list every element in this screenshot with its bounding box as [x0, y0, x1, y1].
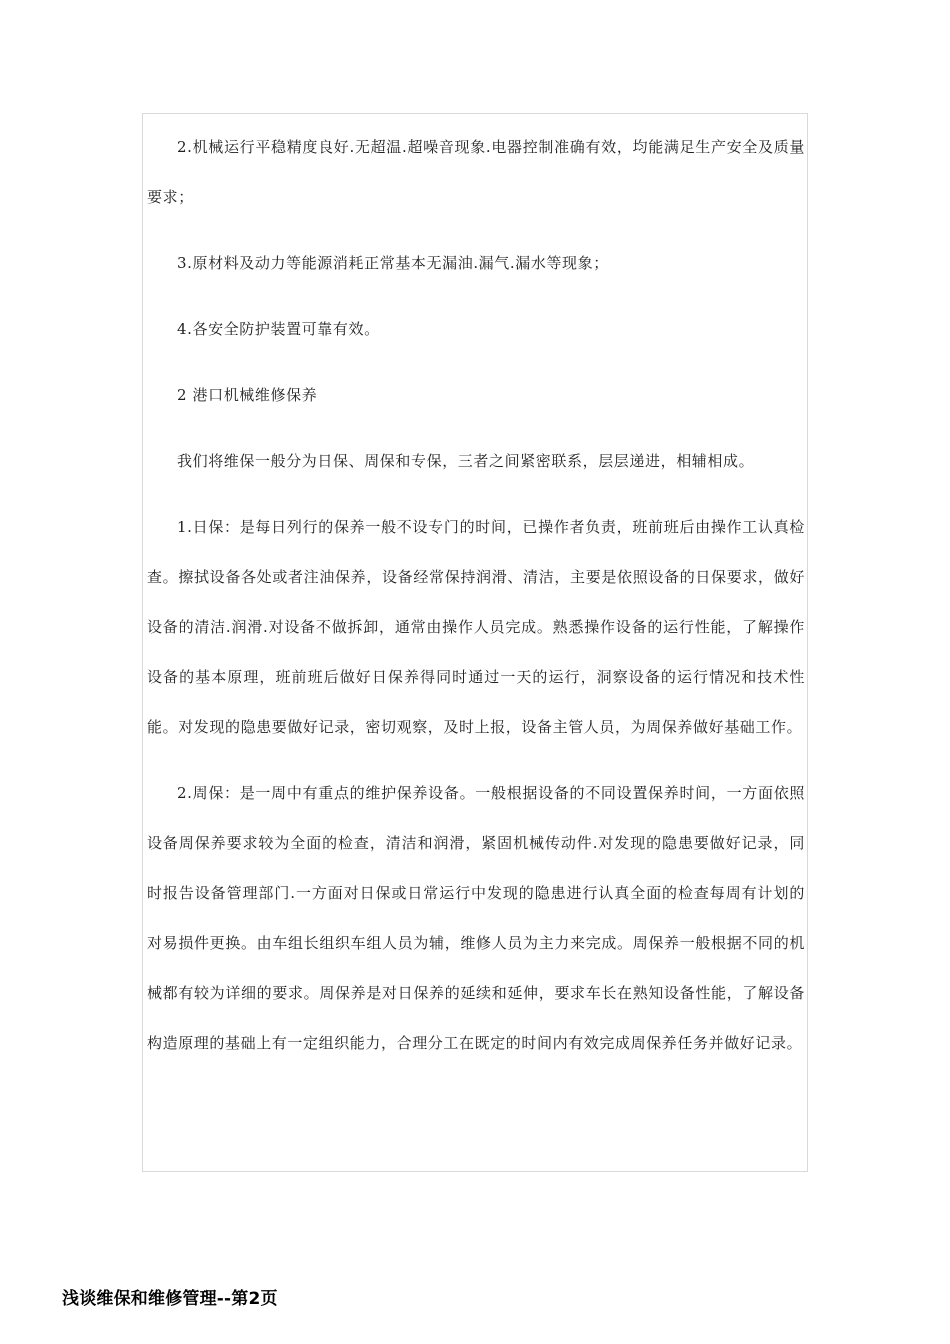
document-body [147, 122, 805, 1084]
paragraph-requirement-4: 4.各安全防护装置可靠有效。 [177, 320, 380, 338]
paragraph-daily-maintenance: 1.日保：是每日列行的保养一般不设专门的时间，已操作者负责，班前班后由操作工认真检查。擦拭设备各处或者注油保养，设备经常保持润滑、清洁，主要是依照设备的日保要求，做好设备的清洁.润滑.对设备不做拆卸，通常由操作人员完成。熟悉操作设备的运行性能，了解操作设备的基本原理，班前班后做好日保养得同时通过一天的运行，洞察设备的运行情况和技术性能。对发现的隐患要做好记录，密切观察，及时上报，设备主管人员，为周保养做好基础工作。 [147, 518, 805, 736]
paragraph-requirement-3: 3.原材料及动力等能源消耗正常基本无漏油.漏气.漏水等现象； [177, 254, 609, 272]
paragraph-maintenance-overview: 我们将维保一般分为日保、周保和专保，三者之间紧密联系，层层递进，相辅相成。 [177, 452, 755, 470]
page-footer: 浅谈维保和维修管理--第2页 [62, 1289, 278, 1309]
section-heading-port-machinery-maintenance: 2 港口机械维修保养 [177, 386, 318, 404]
paragraph-requirement-2: 2.机械运行平稳精度良好.无超温.超噪音现象.电器控制准确有效，均能满足生产安全及质量要求； [147, 138, 805, 206]
paragraph-weekly-maintenance: 2.周保：是一周中有重点的维护保养设备。一般根据设备的不同设置保养时间，一方面依照设备周保养要求较为全面的检查，清洁和润滑，紧固机械传动件.对发现的隐患要做好记录，同时报告设备管理部门.一方面对日保或日常运行中发现的隐患进行认真全面的检查每周有计划的对易损件更换。由车组长组织车组人员为辅，维修人员为主力来完成。周保养一般根据不同的机械都有较为详细的要求。周保养是对日保养的延续和延伸，要求车长在熟知设备性能，了解设备构造原理的基础上有一定组织能力，合理分工在既定的时间内有效完成周保养任务并做好记录。 [147, 784, 805, 1052]
document-page-frame [142, 113, 808, 1172]
